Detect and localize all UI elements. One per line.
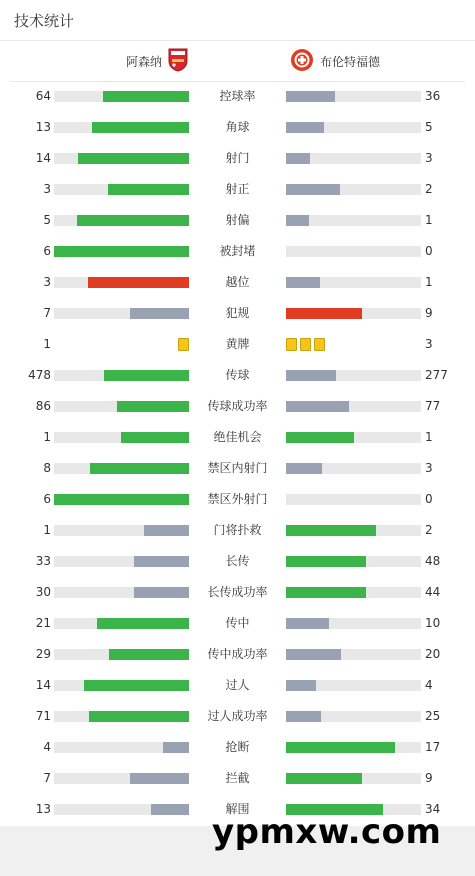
away-bar-track	[286, 525, 421, 536]
stat-label: 解围	[225, 802, 250, 816]
stat-row	[0, 608, 475, 639]
home-bar-track	[54, 525, 189, 536]
away-bar-fill	[286, 370, 336, 381]
away-bar-track	[286, 556, 421, 567]
stat-row	[0, 81, 475, 112]
page-title: 技术统计	[14, 12, 75, 30]
home-bar-fill	[104, 370, 189, 381]
away-bar-track	[286, 463, 421, 474]
home-stat-value: 8	[43, 461, 51, 475]
home-bar-track	[54, 370, 189, 381]
stat-label: 黄牌	[225, 337, 250, 351]
stats-list	[0, 81, 475, 825]
away-stat-value: 4	[425, 678, 433, 692]
home-stat-value: 3	[43, 275, 51, 289]
stat-row	[0, 112, 475, 143]
stat-label: 被封堵	[219, 244, 256, 258]
stat-label: 禁区外射门	[207, 492, 268, 506]
teams-bar	[10, 41, 465, 82]
away-stat-value: 2	[425, 182, 433, 196]
away-stat-value: 34	[425, 802, 441, 816]
stat-row	[0, 143, 475, 174]
away-stat-value: 36	[425, 89, 441, 103]
home-bar-fill	[54, 494, 189, 505]
away-bar-track	[286, 91, 421, 102]
stat-label: 射偏	[225, 213, 250, 227]
stat-label: 角球	[225, 120, 250, 134]
home-bar-fill	[90, 463, 189, 474]
home-bar-track	[54, 556, 189, 567]
away-stat-value: 1	[425, 430, 433, 444]
away-bar-track	[286, 432, 421, 443]
home-bar-fill	[130, 773, 189, 784]
away-stat-value: 17	[425, 740, 441, 754]
stat-row	[0, 515, 475, 546]
away-bar-track	[286, 680, 421, 691]
home-bar-fill	[117, 401, 189, 412]
stat-row	[0, 298, 475, 329]
away-bar-track	[286, 401, 421, 412]
home-stat-value: 64	[35, 89, 51, 103]
home-bar-fill	[121, 432, 189, 443]
home-bar-track	[54, 494, 189, 505]
away-stat-value: 2	[425, 523, 433, 537]
away-bar-fill	[286, 277, 320, 288]
arsenal-crest-icon	[168, 48, 188, 75]
home-stat-value: 6	[43, 492, 51, 506]
away-team[interactable]	[290, 41, 380, 81]
home-bar-fill	[130, 308, 189, 319]
home-bar-track	[54, 804, 189, 815]
away-bar-track	[286, 122, 421, 133]
home-bar-fill	[163, 742, 189, 753]
home-bar-track	[54, 246, 189, 257]
home-bar-track	[54, 308, 189, 319]
home-bar-track	[54, 711, 189, 722]
home-stat-value: 21	[35, 616, 51, 630]
away-team-name: 布伦特福德	[320, 54, 381, 69]
home-stat-value: 13	[35, 120, 51, 134]
away-bar-track	[286, 618, 421, 629]
home-bar-fill	[78, 153, 189, 164]
away-stat-value: 3	[425, 337, 433, 351]
home-stat-value: 3	[43, 182, 51, 196]
stat-label: 传中	[225, 616, 250, 630]
stat-label: 传球	[225, 368, 250, 382]
away-stat-value: 20	[425, 647, 441, 661]
stat-label: 长传成功率	[207, 585, 268, 599]
stat-row	[0, 422, 475, 453]
brentford-crest-icon	[290, 48, 314, 75]
stat-label: 传球成功率	[207, 399, 268, 413]
home-stat-value: 13	[35, 802, 51, 816]
stat-row	[0, 360, 475, 391]
away-bar-track	[286, 711, 421, 722]
away-stat-value: 277	[425, 368, 448, 382]
stat-row	[0, 453, 475, 484]
watermark: ypmxw.com	[212, 812, 442, 852]
away-bar-fill	[286, 184, 340, 195]
away-stat-value: 9	[425, 306, 433, 320]
away-bar-fill	[286, 463, 322, 474]
away-bar-track	[286, 587, 421, 598]
home-bar-track	[54, 277, 189, 288]
away-bar-fill	[286, 401, 349, 412]
stat-row	[0, 763, 475, 794]
home-bar-fill	[97, 618, 189, 629]
away-bar-track	[286, 370, 421, 381]
stats-header	[0, 0, 475, 41]
stat-label: 抢断	[225, 740, 250, 754]
stat-row	[0, 174, 475, 205]
home-stat-value: 29	[35, 647, 51, 661]
stat-row	[0, 267, 475, 298]
home-stat-value: 71	[35, 709, 51, 723]
stat-row	[0, 391, 475, 422]
home-bar-track	[54, 463, 189, 474]
home-bar-fill	[151, 804, 189, 815]
stat-label: 控球率	[219, 89, 256, 103]
home-team[interactable]	[126, 41, 188, 81]
home-stat-value: 4	[43, 740, 51, 754]
away-stat-value: 1	[425, 275, 433, 289]
away-stat-value: 44	[425, 585, 441, 599]
yellow-card-icon	[178, 338, 189, 351]
home-stat-value: 1	[43, 337, 51, 351]
yellow-card-icon	[300, 338, 311, 351]
away-bar-track	[286, 649, 421, 660]
away-bar-fill	[286, 773, 362, 784]
home-bar-track	[54, 401, 189, 412]
away-stat-value: 25	[425, 709, 441, 723]
stat-row	[0, 639, 475, 670]
home-bar-fill	[92, 122, 189, 133]
away-bar-track	[286, 153, 421, 164]
home-bar-track	[54, 742, 189, 753]
home-bar-track	[54, 618, 189, 629]
home-cards	[178, 338, 189, 351]
away-bar-fill	[286, 587, 366, 598]
home-bar-track	[54, 649, 189, 660]
stat-label: 射正	[225, 182, 250, 196]
stat-row	[0, 670, 475, 701]
home-bar-track	[54, 680, 189, 691]
stat-label: 门将扑救	[213, 523, 262, 537]
away-stat-value: 5	[425, 120, 433, 134]
stat-row	[0, 484, 475, 515]
home-stat-value: 1	[43, 523, 51, 537]
stat-row	[0, 205, 475, 236]
stat-row	[0, 546, 475, 577]
home-stat-value: 1	[43, 430, 51, 444]
away-stat-value: 0	[425, 492, 433, 506]
home-bar-fill	[89, 711, 189, 722]
away-bar-track	[286, 277, 421, 288]
away-bar-fill	[286, 153, 310, 164]
home-stat-value: 5	[43, 213, 51, 227]
away-stat-value: 10	[425, 616, 441, 630]
away-stat-value: 1	[425, 213, 433, 227]
away-bar-track	[286, 184, 421, 195]
home-bar-fill	[84, 680, 189, 691]
away-bar-fill	[286, 742, 395, 753]
away-bar-fill	[286, 91, 335, 102]
home-stat-value: 7	[43, 306, 51, 320]
yellow-card-icon	[286, 338, 297, 351]
away-stat-value: 9	[425, 771, 433, 785]
home-bar-fill	[134, 556, 189, 567]
home-stat-value: 86	[35, 399, 51, 413]
away-bar-fill	[286, 308, 362, 319]
stat-row	[0, 236, 475, 267]
stat-label: 犯规	[225, 306, 250, 320]
stat-label: 越位	[225, 275, 250, 289]
stat-label: 禁区内射门	[207, 461, 268, 475]
stat-row	[0, 732, 475, 763]
away-stat-value: 0	[425, 244, 433, 258]
home-bar-fill	[103, 91, 189, 102]
away-bar-track	[286, 773, 421, 784]
home-bar-track	[54, 91, 189, 102]
yellow-card-icon	[314, 338, 325, 351]
home-stat-value: 14	[35, 151, 51, 165]
stat-row	[0, 329, 475, 360]
home-bar-track	[54, 122, 189, 133]
home-stat-value: 14	[35, 678, 51, 692]
home-bar-track	[54, 432, 189, 443]
stat-label: 过人	[225, 678, 250, 692]
away-bar-track	[286, 215, 421, 226]
home-bar-track	[54, 184, 189, 195]
stat-label: 拦截	[225, 771, 250, 785]
home-bar-fill	[108, 184, 189, 195]
away-stat-value: 3	[425, 461, 433, 475]
home-stat-value: 33	[35, 554, 51, 568]
home-stat-value: 30	[35, 585, 51, 599]
away-bar-track	[286, 494, 421, 505]
home-stat-value: 478	[28, 368, 51, 382]
stat-label: 传中成功率	[207, 647, 268, 661]
home-bar-fill	[77, 215, 189, 226]
home-bar-track	[54, 215, 189, 226]
away-bar-fill	[286, 215, 309, 226]
home-stat-value: 7	[43, 771, 51, 785]
home-bar-fill	[144, 525, 189, 536]
away-stat-value: 3	[425, 151, 433, 165]
home-stat-value: 6	[43, 244, 51, 258]
away-bar-fill	[286, 618, 329, 629]
stat-row	[0, 577, 475, 608]
home-bar-track	[54, 587, 189, 598]
away-bar-fill	[286, 680, 316, 691]
home-bar-fill	[88, 277, 189, 288]
away-bar-fill	[286, 556, 366, 567]
home-bar-fill	[109, 649, 189, 660]
stat-label: 过人成功率	[207, 709, 268, 723]
home-team-name: 阿森纳	[126, 54, 163, 69]
away-stat-value: 48	[425, 554, 441, 568]
away-cards	[286, 338, 325, 351]
stat-row	[0, 701, 475, 732]
away-bar-track	[286, 308, 421, 319]
away-stat-value: 77	[425, 399, 441, 413]
away-bar-fill	[286, 711, 321, 722]
home-bar-fill	[54, 246, 189, 257]
away-bar-track	[286, 246, 421, 257]
away-bar-fill	[286, 525, 376, 536]
away-bar-fill	[286, 122, 324, 133]
away-bar-fill	[286, 649, 341, 660]
home-bar-track	[54, 773, 189, 784]
away-bar-fill	[286, 432, 354, 443]
stat-label: 射门	[225, 151, 250, 165]
home-bar-fill	[134, 587, 189, 598]
home-bar-track	[54, 153, 189, 164]
away-bar-track	[286, 742, 421, 753]
stat-label: 绝佳机会	[213, 430, 262, 444]
stat-label: 长传	[225, 554, 250, 568]
